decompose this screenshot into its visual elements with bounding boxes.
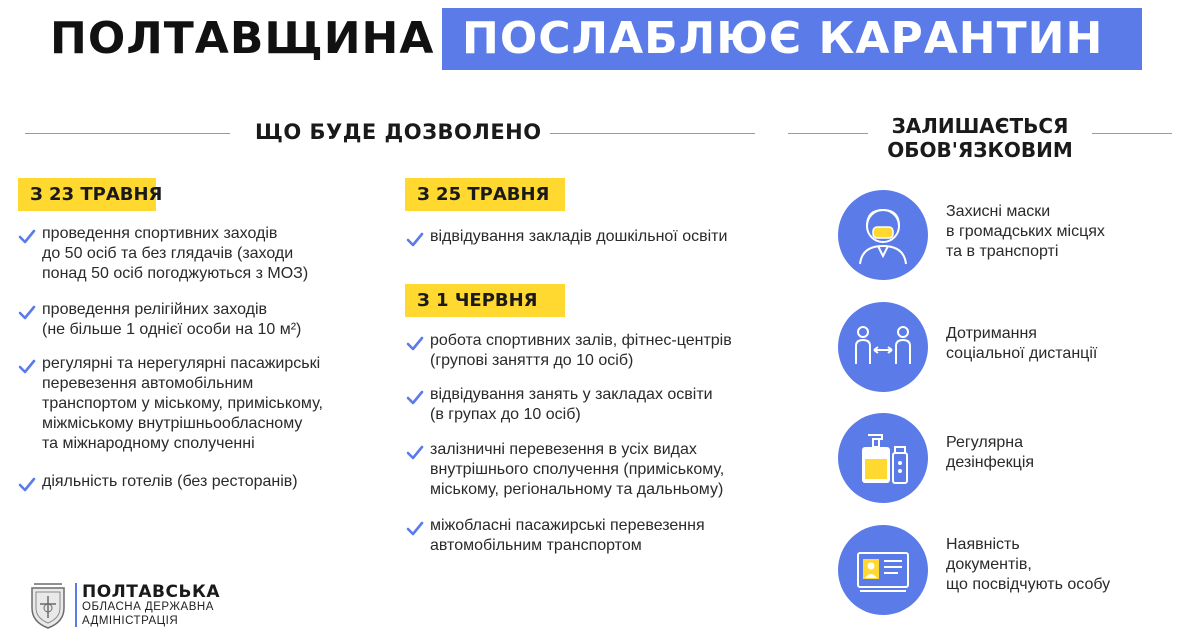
check-icon <box>18 476 36 494</box>
date-tag-may-25: З 25 ТРАВНЯ <box>405 178 565 211</box>
list-item <box>430 385 713 425</box>
mandatory-label: Дотримання соціальної дистанції <box>946 325 1098 362</box>
list-item-text: відвідування занять у закладах освіти (в групах до 10 осіб) <box>430 386 713 423</box>
divider-left-1 <box>25 133 230 134</box>
list-item <box>42 224 308 284</box>
mandatory-label: Регулярна дезінфекція <box>946 434 1035 471</box>
check-icon <box>406 520 424 538</box>
check-icon <box>18 228 36 246</box>
list-item-text: проведення спортивних заходів до 50 осіб та без глядачів (заходи понад 50 осіб погоджуються з МОЗ) <box>42 225 309 282</box>
disinfection-icon <box>838 413 928 503</box>
list-item-text: регулярні та нерегулярні пасажирські перевезення автомобільним транспортом у міському, приміському, міжміському внутрішньообласному та міжнародному сполученні <box>42 355 323 452</box>
divider-right-1 <box>788 133 868 134</box>
list-item <box>42 300 301 340</box>
list-item <box>430 516 705 556</box>
page-title-part2: ПОСЛАБЛЮЄ КАРАНТИН <box>462 13 1104 64</box>
check-icon <box>406 231 424 249</box>
page-title-part1: ПОЛТАВЩИНА <box>50 13 435 64</box>
social-distance-icon <box>838 302 928 392</box>
id-document-icon <box>838 525 928 615</box>
list-item-text: проведення релігійних заходів (не більше 1 однієї особи на 10 м²) <box>42 301 302 338</box>
logo-divider <box>75 583 77 627</box>
org-name-line3: АДМІНІСТРАЦІЯ <box>82 615 179 627</box>
coat-of-arms-icon <box>22 578 74 630</box>
list-item <box>430 227 727 247</box>
date-tag-june-1: З 1 ЧЕРВНЯ <box>405 284 565 317</box>
face-mask-icon <box>838 190 928 280</box>
check-icon <box>18 304 36 322</box>
list-item <box>42 354 323 454</box>
list-item-text: робота спортивних залів, фітнес-центрів (групові заняття до 10 осіб) <box>430 332 732 369</box>
list-item <box>430 440 724 500</box>
check-icon <box>406 335 424 353</box>
check-icon <box>18 358 36 376</box>
mandatory-label: Наявність документів, що посвідчують особу <box>946 536 1111 593</box>
mandatory-heading: ЗАЛИШАЄТЬСЯ ОБОВ'ЯЗКОВИМ <box>887 114 1073 162</box>
org-name-line2: ОБЛАСНА ДЕРЖАВНА <box>82 601 214 613</box>
org-name-line1: ПОЛТАВСЬКА <box>82 582 220 602</box>
mandatory-label: Захисні маски в громадських місцях та в транспорті <box>946 203 1105 260</box>
allowed-heading: ЩО БУДЕ ДОЗВОЛЕНО <box>255 120 542 144</box>
date-tag-may-23: З 23 ТРАВНЯ <box>18 178 156 211</box>
list-item-text: діяльність готелів (без ресторанів) <box>42 473 298 490</box>
divider-left-2 <box>550 133 755 134</box>
check-icon <box>406 444 424 462</box>
check-icon <box>406 389 424 407</box>
list-item <box>430 331 732 371</box>
list-item-text: відвідування закладів дошкільної освіти <box>430 228 728 245</box>
list-item <box>42 472 298 492</box>
list-item-text: міжобласні пасажирські перевезення автомобільним транспортом <box>430 517 705 554</box>
list-item-text: залізничні перевезення в усіх видах внутрішнього сполучення (приміському, міському, регіональному та дальньому) <box>430 441 725 498</box>
divider-right-2 <box>1092 133 1172 134</box>
